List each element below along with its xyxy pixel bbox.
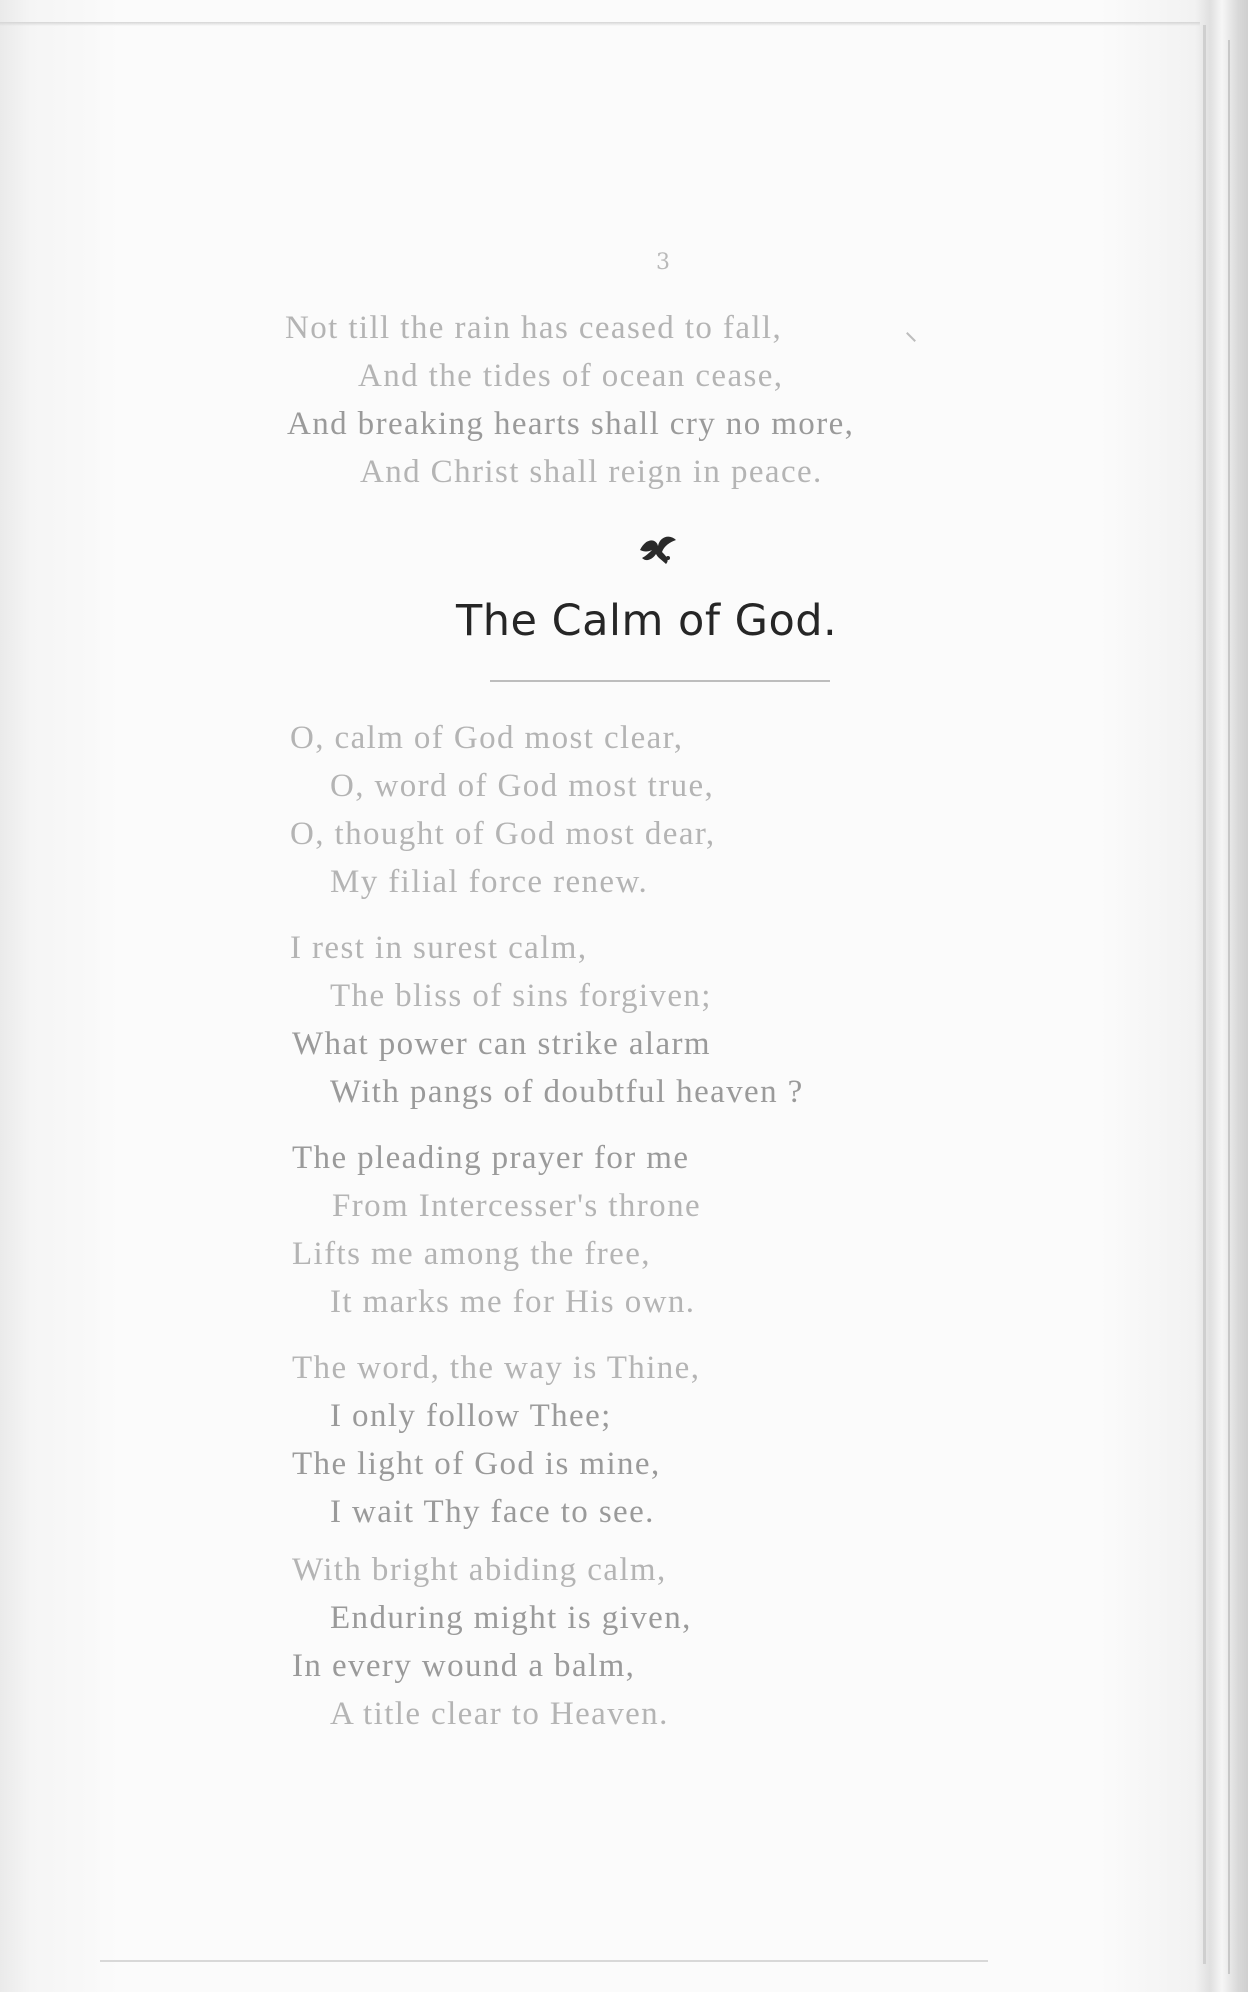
stanza-line: The pleading prayer for me <box>292 1140 690 1176</box>
fleuron-ornament-icon <box>636 530 680 566</box>
stanza-line: O, thought of God most dear, <box>290 816 716 852</box>
stanza-line: I wait Thy face to see. <box>330 1494 655 1530</box>
stanza-line: Not till the rain has ceased to fall, <box>285 310 783 346</box>
stanza-line: Enduring might is given, <box>330 1600 692 1636</box>
stanza-line: The word, the way is Thine, <box>292 1350 701 1386</box>
stanza-line: With bright abiding calm, <box>292 1552 667 1588</box>
stanza-line: From Intercesser's throne <box>332 1188 702 1224</box>
stanza-line: The bliss of sins forgiven; <box>330 978 712 1014</box>
page-number: 3 <box>656 250 670 275</box>
stanza-line: I rest in surest calm, <box>290 930 588 966</box>
page-right-edge <box>1203 25 1206 1964</box>
stanza-line: And the tides of ocean cease, <box>358 358 784 394</box>
title-rule <box>490 680 830 682</box>
stanza-line: What power can strike alarm <box>292 1026 711 1062</box>
stanza-line: A title clear to Heaven. <box>330 1696 669 1732</box>
page-bottom-edge <box>100 1960 988 1962</box>
stanza-line: O, word of God most true, <box>330 768 715 804</box>
page-top-edge <box>0 22 1200 26</box>
stanza-line: It marks me for His own. <box>330 1284 696 1320</box>
stanza-line: The light of God is mine, <box>292 1446 661 1482</box>
print-speck <box>906 332 916 342</box>
stanza-line: And breaking hearts shall cry no more, <box>287 406 855 442</box>
stanza-line: With pangs of doubtful heaven ? <box>330 1074 804 1110</box>
next-page-edge <box>1228 40 1230 1974</box>
stanza-line: In every wound a balm, <box>292 1648 636 1684</box>
stanza-line: O, calm of God most clear, <box>290 720 684 756</box>
stanza-line: My filial force renew. <box>330 864 649 900</box>
stanza-line: Lifts me among the free, <box>292 1236 651 1272</box>
stanza-line: And Christ shall reign in peace. <box>360 454 823 490</box>
stanza-line: I only follow Thee; <box>330 1398 612 1434</box>
poem-title: The Calm of God. <box>456 596 838 646</box>
